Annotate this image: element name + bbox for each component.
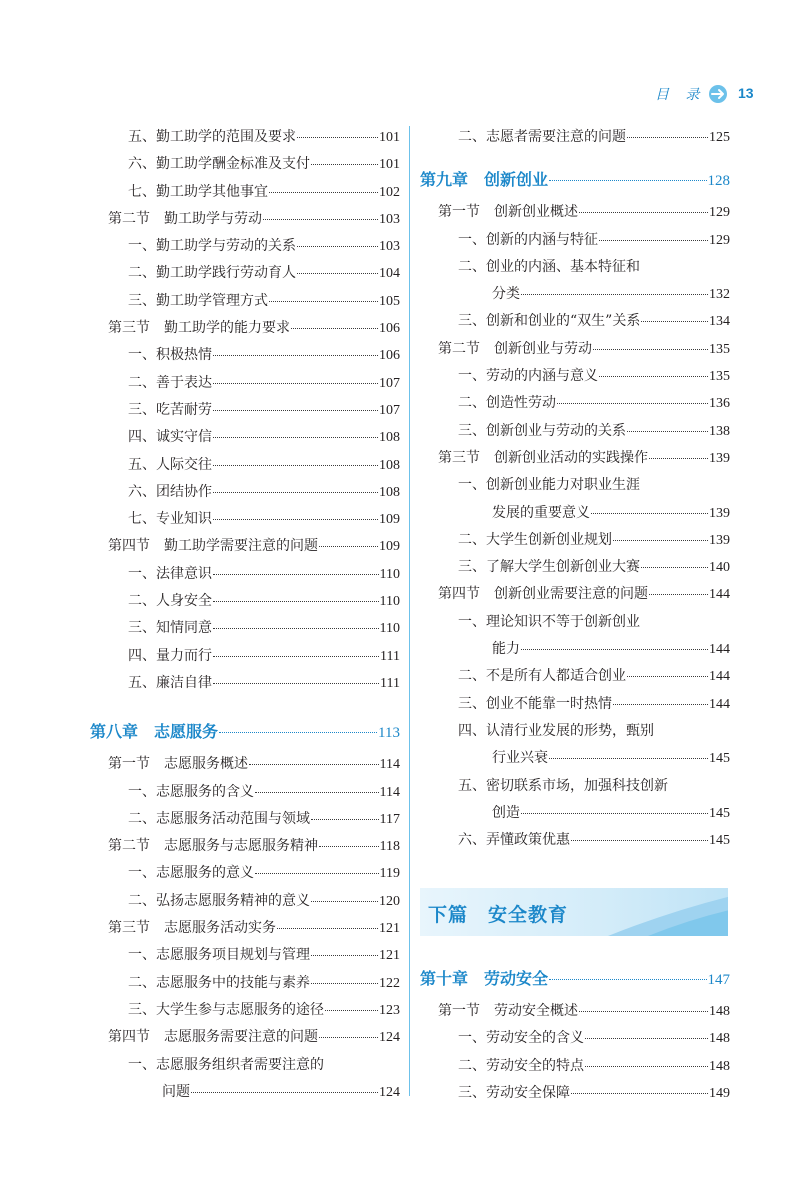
entry-page-number: 122 xyxy=(379,975,400,991)
entry-page-number: 119 xyxy=(379,866,400,882)
page-number: 13 xyxy=(738,85,754,101)
page-header xyxy=(0,84,800,108)
dot-leader xyxy=(549,180,706,181)
entry-page-number: 140 xyxy=(709,560,730,576)
entry-page-number: 148 xyxy=(709,1004,730,1019)
entry-title: 三、劳动安全保障 xyxy=(458,1084,570,1101)
toc-entry[interactable] xyxy=(90,372,400,399)
entry-title: 第二节 志愿服务与志愿服务精神 xyxy=(108,838,318,855)
part-title: 下篇 安全教育 xyxy=(428,904,569,926)
part-banner xyxy=(420,888,728,936)
dot-leader xyxy=(585,1038,708,1039)
dot-leader xyxy=(613,540,708,541)
toc-entry[interactable] xyxy=(90,181,400,208)
entry-title: 七、专业知识 xyxy=(128,511,212,528)
entry-page-number: 103 xyxy=(379,239,400,255)
entry-title: 三、大学生参与志愿服务的途径 xyxy=(128,1001,324,1018)
toc-entry[interactable] xyxy=(90,290,400,317)
dot-leader xyxy=(255,792,379,793)
toc-entry[interactable] xyxy=(420,638,730,665)
toc-entry[interactable] xyxy=(420,1027,730,1054)
entry-title: 二、创业的内涵、基本特征和 xyxy=(458,258,640,275)
entry-page-number: 125 xyxy=(709,130,730,145)
arrow-right-icon xyxy=(706,84,730,104)
dot-leader xyxy=(213,437,378,438)
entry-page-number: 101 xyxy=(379,157,400,173)
entry-page-number: 104 xyxy=(379,266,400,282)
entry-title: 三、勤工助学管理方式 xyxy=(128,292,268,309)
toc-entry[interactable] xyxy=(420,126,730,153)
toc-entry[interactable] xyxy=(90,645,400,672)
entry-title: 第一节 劳动安全概述 xyxy=(438,1003,578,1019)
entry-page-number: 114 xyxy=(379,784,400,800)
entry-page-number: 148 xyxy=(709,1031,730,1047)
section-entry[interactable] xyxy=(90,753,400,780)
dot-leader xyxy=(277,928,378,929)
toc-entry[interactable] xyxy=(90,126,400,153)
entry-page-number: 129 xyxy=(709,232,730,248)
toc-entry[interactable] xyxy=(420,611,730,638)
dot-leader xyxy=(599,376,708,377)
entry-page-number: 103 xyxy=(379,211,400,227)
toc-entry[interactable] xyxy=(420,392,730,419)
entry-page-number: 120 xyxy=(379,893,400,909)
dot-leader xyxy=(213,519,378,520)
dot-leader xyxy=(649,458,708,459)
section-entry[interactable] xyxy=(90,535,400,562)
entry-page-number: 139 xyxy=(709,532,730,548)
entry-title: 六、团结协作 xyxy=(128,483,212,500)
entry-title: 行业兴衰 xyxy=(492,750,548,767)
toc-entry[interactable] xyxy=(90,999,400,1026)
section-entry[interactable] xyxy=(420,1000,730,1027)
dot-leader xyxy=(297,137,378,138)
section-entry[interactable] xyxy=(90,835,400,862)
entry-title: 二、创造性劳动 xyxy=(458,395,556,412)
dot-leader xyxy=(311,983,378,984)
entry-title: 第一节 志愿服务概述 xyxy=(108,756,248,773)
spacer xyxy=(420,153,730,167)
toc-right-column xyxy=(420,126,730,856)
entry-title: 五、人际交往 xyxy=(128,456,212,473)
entry-page-number: 108 xyxy=(379,457,400,473)
entry-title: 一、志愿服务项目规划与管理 xyxy=(128,947,310,964)
entry-title: 问题 xyxy=(162,1083,190,1100)
toc-entry[interactable] xyxy=(420,1082,730,1109)
entry-page-number: 139 xyxy=(709,450,730,466)
toc-entry[interactable] xyxy=(90,1081,400,1108)
dot-leader xyxy=(521,294,708,295)
dot-leader xyxy=(213,601,379,602)
header-title: 目 录 xyxy=(655,87,706,103)
entry-title: 二、劳动安全的特点 xyxy=(458,1057,584,1074)
entry-page-number: 148 xyxy=(709,1058,730,1074)
dot-leader xyxy=(521,649,708,650)
entry-title: 二、人身安全 xyxy=(128,593,212,610)
entry-title: 第三节 志愿服务活动实务 xyxy=(108,920,276,937)
column-divider xyxy=(409,126,410,1096)
entry-title: 第二节 勤工助学与劳动 xyxy=(108,210,262,227)
entry-title: 第四节 志愿服务需要注意的问题 xyxy=(108,1029,318,1046)
entry-page-number: 147 xyxy=(707,972,730,988)
entry-page-number: 124 xyxy=(379,1030,400,1046)
dot-leader xyxy=(213,355,378,356)
dot-leader xyxy=(213,383,378,384)
entry-title: 一、志愿服务的意义 xyxy=(128,865,254,882)
entry-page-number: 110 xyxy=(379,594,400,610)
toc-entry[interactable] xyxy=(420,720,730,747)
entry-title: 二、志愿服务中的技能与素养 xyxy=(128,974,310,991)
dot-leader xyxy=(255,873,379,874)
entry-page-number: 135 xyxy=(709,369,730,385)
entry-page-number: 123 xyxy=(379,1002,400,1018)
entry-page-number: 101 xyxy=(379,130,400,145)
toc-entry[interactable] xyxy=(90,1054,400,1081)
chapter-entry[interactable] xyxy=(90,719,400,753)
toc-entry[interactable] xyxy=(420,256,730,283)
entry-page-number: 117 xyxy=(379,811,400,827)
entry-page-number: 121 xyxy=(379,948,400,964)
entry-page-number: 135 xyxy=(709,341,730,357)
entry-title: 第四节 勤工助学需要注意的问题 xyxy=(108,538,318,555)
dot-leader xyxy=(219,732,377,733)
dot-leader xyxy=(319,1037,378,1038)
entry-title: 创造 xyxy=(492,804,520,821)
entry-page-number: 144 xyxy=(709,669,730,685)
entry-title: 分类 xyxy=(492,286,520,303)
entry-title: 一、法律意识 xyxy=(128,565,212,582)
toc-entry[interactable] xyxy=(420,502,730,529)
toc-entry[interactable] xyxy=(420,420,730,447)
toc-entry[interactable] xyxy=(90,262,400,289)
entry-title: 能力 xyxy=(492,641,520,658)
toc-entry[interactable] xyxy=(420,474,730,501)
toc-entry[interactable] xyxy=(420,802,730,829)
toc-entry[interactable] xyxy=(90,344,400,371)
entry-title: 三、吃苦耐劳 xyxy=(128,401,212,418)
entry-page-number: 109 xyxy=(379,539,400,555)
entry-title: 三、创新和创业的“双生”关系 xyxy=(458,313,641,330)
dot-leader xyxy=(557,403,708,404)
dot-leader xyxy=(213,492,378,493)
entry-title: 五、密切联系市场，加强科技创新 xyxy=(458,777,668,794)
entry-page-number: 108 xyxy=(379,430,400,446)
toc-entry[interactable] xyxy=(90,563,400,590)
toc-entry[interactable] xyxy=(90,454,400,481)
toc-entry[interactable] xyxy=(90,235,400,262)
entry-page-number: 144 xyxy=(709,587,730,603)
dot-leader xyxy=(599,240,708,241)
entry-page-number: 111 xyxy=(380,648,400,664)
dot-leader xyxy=(269,192,378,193)
entry-page-number: 107 xyxy=(379,402,400,418)
dot-leader xyxy=(319,546,378,547)
entry-page-number: 129 xyxy=(709,205,730,221)
section-entry[interactable] xyxy=(420,583,730,610)
dot-leader xyxy=(297,246,378,247)
chapter-entry[interactable] xyxy=(420,966,730,1000)
dot-leader xyxy=(311,164,378,165)
entry-title: 三、知情同意 xyxy=(128,620,212,637)
entry-page-number: 106 xyxy=(379,348,400,364)
toc-entry[interactable] xyxy=(420,747,730,774)
entry-page-number: 124 xyxy=(379,1084,400,1100)
section-entry[interactable] xyxy=(420,338,730,365)
entry-title: 第一节 创新创业概述 xyxy=(438,204,578,221)
dot-leader xyxy=(579,1011,708,1012)
entry-title: 三、创新创业与劳动的关系 xyxy=(458,422,626,439)
toc-entry[interactable] xyxy=(90,590,400,617)
dot-leader xyxy=(213,410,378,411)
entry-title: 二、志愿服务活动范围与领域 xyxy=(128,810,310,827)
dot-leader xyxy=(213,656,379,657)
toc-entry[interactable] xyxy=(90,781,400,808)
section-entry[interactable] xyxy=(90,1026,400,1053)
toc-entry[interactable] xyxy=(90,808,400,835)
entry-title: 六、弄懂政策优惠 xyxy=(458,832,570,849)
entry-title: 二、志愿者需要注意的问题 xyxy=(458,129,626,145)
entry-title: 二、善于表达 xyxy=(128,374,212,391)
toc-entry[interactable] xyxy=(90,944,400,971)
toc-entry[interactable] xyxy=(90,672,400,699)
entry-title: 三、创业不能靠一时热情 xyxy=(458,695,612,712)
entry-page-number: 110 xyxy=(379,621,400,637)
entry-title: 一、创新创业能力对职业生涯 xyxy=(458,477,640,494)
entry-page-number: 144 xyxy=(709,696,730,712)
chapter-entry[interactable] xyxy=(420,167,730,201)
toc-entry[interactable] xyxy=(420,229,730,256)
toc-entry[interactable] xyxy=(420,775,730,802)
toc-entry[interactable] xyxy=(420,310,730,337)
entry-page-number: 111 xyxy=(380,675,400,691)
entry-title: 第三节 勤工助学的能力要求 xyxy=(108,320,290,337)
toc-entry[interactable] xyxy=(90,153,400,180)
entry-page-number: 145 xyxy=(709,833,730,849)
dot-leader xyxy=(649,594,708,595)
entry-title: 四、诚实守信 xyxy=(128,429,212,446)
dot-leader xyxy=(263,219,378,220)
entry-title: 第八章 志愿服务 xyxy=(90,722,219,742)
section-entry[interactable] xyxy=(420,447,730,474)
entry-title: 二、勤工助学践行劳动育人 xyxy=(128,265,296,282)
entry-page-number: 144 xyxy=(709,642,730,658)
entry-page-number: 128 xyxy=(707,173,730,190)
entry-title: 一、志愿服务组织者需要注意的 xyxy=(128,1056,324,1073)
entry-title: 五、勤工助学的范围及要求 xyxy=(128,129,296,145)
toc-entry[interactable] xyxy=(90,617,400,644)
toc-entry[interactable] xyxy=(420,365,730,392)
dot-leader xyxy=(311,955,378,956)
dot-leader xyxy=(297,273,378,274)
section-entry[interactable] xyxy=(90,317,400,344)
section-entry[interactable] xyxy=(90,208,400,235)
entry-page-number: 107 xyxy=(379,375,400,391)
dot-leader xyxy=(213,628,379,629)
entry-title: 六、勤工助学酬金标准及支付 xyxy=(128,156,310,173)
toc-entry[interactable] xyxy=(90,972,400,999)
dot-leader xyxy=(585,1066,708,1067)
dot-leader xyxy=(269,301,378,302)
entry-page-number: 114 xyxy=(379,757,400,773)
dot-leader xyxy=(641,567,708,568)
dot-leader xyxy=(249,764,379,765)
entry-title: 第三节 创新创业活动的实践操作 xyxy=(438,449,648,466)
toc-entry[interactable] xyxy=(90,481,400,508)
dot-leader xyxy=(641,321,708,322)
dot-leader xyxy=(613,704,708,705)
entry-title: 二、弘扬志愿服务精神的意义 xyxy=(128,892,310,909)
entry-title: 一、志愿服务的含义 xyxy=(128,783,254,800)
entry-title: 一、积极热情 xyxy=(128,347,212,364)
entry-title: 一、劳动安全的含义 xyxy=(458,1030,584,1047)
entry-page-number: 113 xyxy=(378,725,400,742)
entry-page-number: 139 xyxy=(709,505,730,521)
toc-entry[interactable] xyxy=(420,665,730,692)
dot-leader xyxy=(311,819,379,820)
dot-leader xyxy=(191,1092,378,1093)
section-entry[interactable] xyxy=(90,917,400,944)
dot-leader xyxy=(591,513,708,514)
dot-leader xyxy=(291,328,378,329)
toc-entry[interactable] xyxy=(420,1055,730,1082)
toc-left-column xyxy=(90,126,400,1108)
entry-page-number: 118 xyxy=(379,839,400,855)
toc-entry[interactable] xyxy=(90,426,400,453)
entry-title: 第二节 创新创业与劳动 xyxy=(438,340,592,357)
entry-page-number: 121 xyxy=(379,921,400,937)
toc-entry[interactable] xyxy=(420,829,730,856)
section-entry[interactable] xyxy=(420,201,730,228)
dot-leader xyxy=(521,813,708,814)
entry-title: 发展的重要意义 xyxy=(492,504,590,521)
entry-page-number: 109 xyxy=(379,512,400,528)
entry-title: 一、理论知识不等于创新创业 xyxy=(458,613,640,630)
dot-leader xyxy=(325,1010,378,1011)
entry-title: 五、廉洁自律 xyxy=(128,674,212,691)
entry-page-number: 145 xyxy=(709,805,730,821)
dot-leader xyxy=(213,574,379,575)
toc-entry[interactable] xyxy=(420,283,730,310)
entry-page-number: 136 xyxy=(709,396,730,412)
dot-leader xyxy=(627,676,708,677)
entry-title: 二、大学生创新创业规划 xyxy=(458,531,612,548)
dot-leader xyxy=(593,349,708,350)
spacer xyxy=(90,699,400,719)
entry-title: 第九章 创新创业 xyxy=(420,170,549,190)
entry-title: 一、劳动的内涵与意义 xyxy=(458,368,598,385)
dot-leader xyxy=(627,431,708,432)
entry-page-number: 110 xyxy=(379,566,400,582)
dot-leader xyxy=(213,683,379,684)
dot-leader xyxy=(213,465,378,466)
toc-entry[interactable] xyxy=(90,508,400,535)
entry-title: 一、勤工助学与劳动的关系 xyxy=(128,238,296,255)
entry-title: 第十章 劳动安全 xyxy=(420,969,549,988)
dot-leader xyxy=(311,901,378,902)
dot-leader xyxy=(579,212,708,213)
entry-page-number: 105 xyxy=(379,293,400,309)
entry-title: 第四节 创新创业需要注意的问题 xyxy=(438,586,648,603)
toc-entry[interactable] xyxy=(420,693,730,720)
toc-right-column-part2 xyxy=(420,966,730,1109)
entry-page-number: 138 xyxy=(709,423,730,439)
entry-page-number: 145 xyxy=(709,751,730,767)
dot-leader xyxy=(319,846,379,847)
dot-leader xyxy=(571,1093,708,1094)
toc-entry[interactable] xyxy=(90,890,400,917)
entry-title: 四、量力而行 xyxy=(128,647,212,664)
dot-leader xyxy=(549,758,708,759)
toc-entry[interactable] xyxy=(90,399,400,426)
toc-entry[interactable] xyxy=(420,529,730,556)
entry-title: 四、认清行业发展的形势，甄别 xyxy=(458,722,654,739)
toc-entry[interactable] xyxy=(90,862,400,889)
entry-page-number: 102 xyxy=(379,184,400,200)
dot-leader xyxy=(571,840,708,841)
toc-entry[interactable] xyxy=(420,556,730,583)
banner-stripe-decoration xyxy=(588,888,728,936)
entry-page-number: 134 xyxy=(709,314,730,330)
entry-title: 一、创新的内涵与特征 xyxy=(458,231,598,248)
entry-title: 二、不是所有人都适合创业 xyxy=(458,668,626,685)
entry-page-number: 108 xyxy=(379,484,400,500)
dot-leader xyxy=(627,137,708,138)
entry-page-number: 149 xyxy=(709,1085,730,1101)
dot-leader xyxy=(549,979,706,980)
entry-title: 三、了解大学生创新创业大赛 xyxy=(458,559,640,576)
entry-page-number: 132 xyxy=(709,287,730,303)
entry-title: 七、勤工助学其他事宜 xyxy=(128,183,268,200)
entry-page-number: 106 xyxy=(379,321,400,337)
